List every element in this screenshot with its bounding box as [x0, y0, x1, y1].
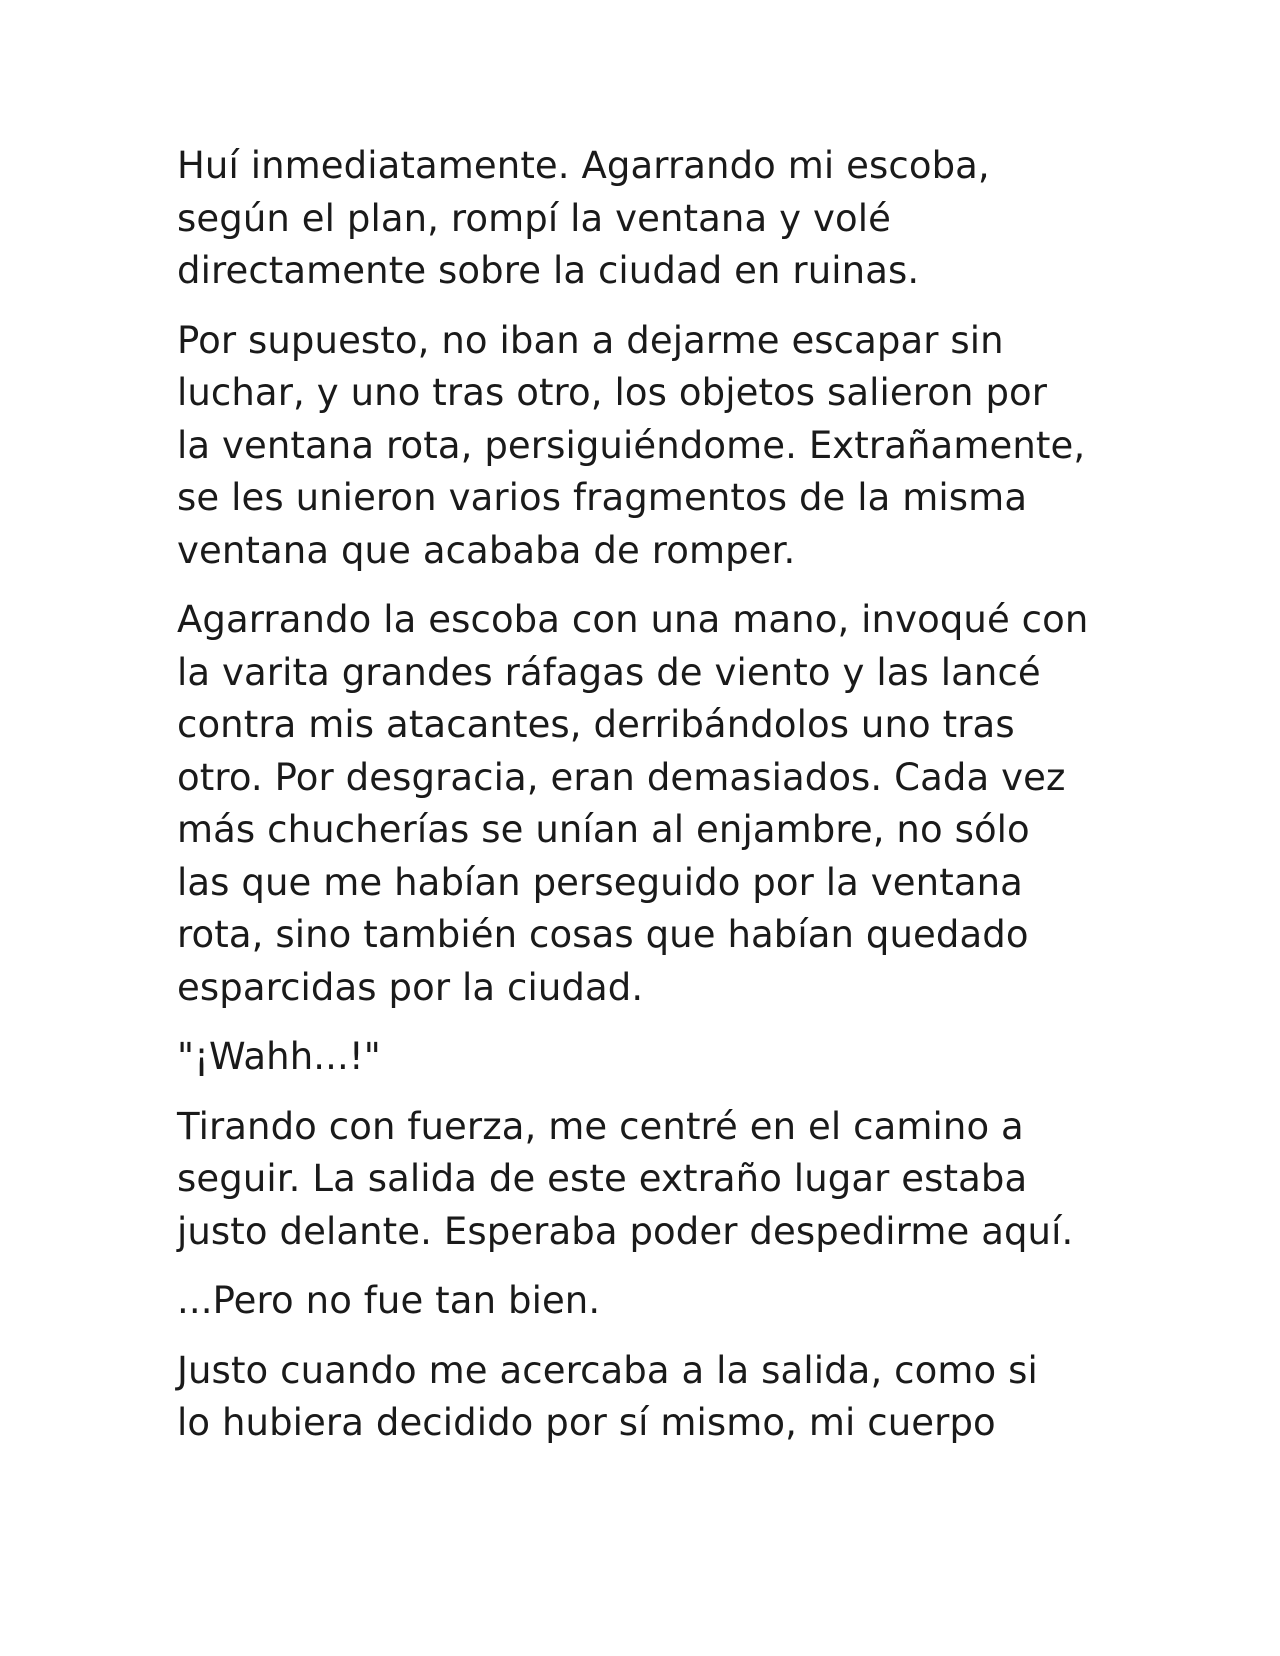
text-line: ...Pero no fue tan bien. — [177, 1279, 601, 1322]
text-line: seguir. La salida de este extraño lugar estaba — [177, 1157, 1028, 1200]
document-page — [177, 140, 1117, 1467]
text-line: las que me habían perseguido por la ventana — [177, 860, 1023, 904]
text-line: contra mis atacantes, derribándolos uno tras — [177, 703, 1015, 746]
text-line: Huí inmediatamente. Agarrando mi escoba, — [177, 144, 990, 187]
text-line: más chucherías se unían al enjambre, no sólo — [177, 808, 1030, 851]
text-line: se les unieron varios fragmentos de la misma — [177, 476, 1028, 519]
text-line: rota, sino también cosas que habían quedado — [177, 913, 1029, 956]
paragraph — [177, 1101, 1117, 1259]
text-line: "¡Wahh...!" — [177, 1035, 381, 1078]
text-line: justo delante. Esperaba poder despedirme aquí. — [177, 1209, 1074, 1253]
paragraph — [177, 140, 1117, 298]
paragraph — [177, 1345, 1117, 1450]
text-line: directamente sobre la ciudad en ruinas. — [177, 249, 920, 292]
paragraph — [177, 315, 1117, 578]
text-line: lo hubiera decidido por sí mismo, mi cuerpo — [177, 1401, 996, 1444]
text-line: Agarrando la escoba con una mano, invoqué con — [177, 598, 1089, 641]
text-line: luchar, y uno tras otro, los objetos salieron por — [177, 371, 1048, 414]
text-line: Tirando con fuerza, me centré en el camino a — [177, 1104, 1024, 1148]
text-line: esparcidas por la ciudad. — [177, 965, 644, 1009]
text-line: la varita grandes ráfagas de viento y las lancé — [177, 650, 1041, 694]
text-line: la ventana rota, persiguiéndome. Extrañamente, — [177, 423, 1086, 467]
text-line: ventana que acababa de romper. — [177, 528, 796, 572]
paragraph — [177, 594, 1117, 1014]
paragraph — [177, 1275, 1117, 1328]
paragraph — [177, 1031, 1117, 1084]
text-line: según el plan, rompí la ventana y volé — [177, 196, 891, 240]
text-line: otro. Por desgracia, eran demasiados. Cada vez — [177, 755, 1066, 799]
text-line: Justo cuando me acercaba a la salida, como si — [177, 1348, 1038, 1392]
text-line: Por supuesto, no iban a dejarme escapar sin — [177, 318, 1004, 362]
